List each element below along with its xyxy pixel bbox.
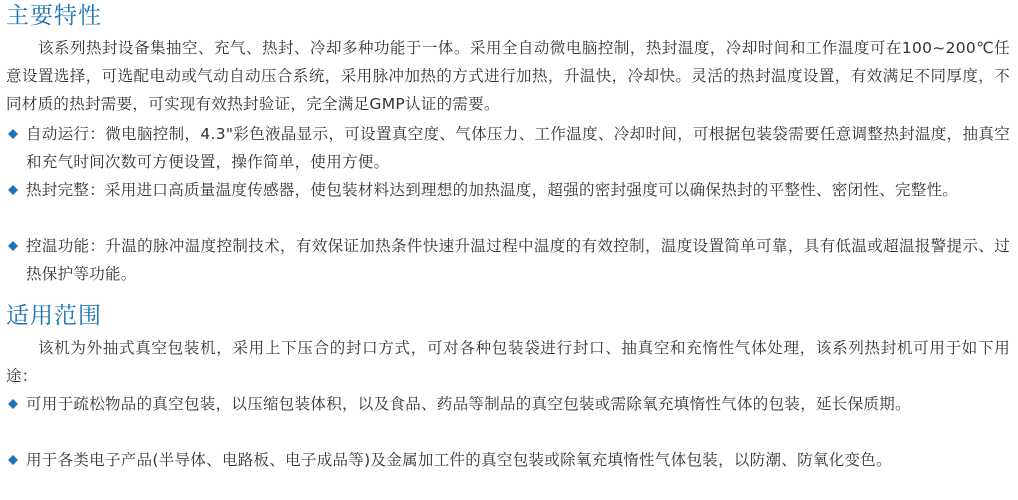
bullet-text: 热封完整：采用进口高质量温度传感器，使包装材料达到理想的加热温度，超强的密封强度可以确保热封的平整性、密闭性、完整性。 (26, 181, 959, 199)
diamond-bullet-icon (6, 232, 22, 260)
bullet-text: 控温功能：升温的脉冲温度控制技术，有效保证加热条件快速升温过程中温度的有效控制，温度设置简单可靠，具有低温或超温报警提示、过热保护等功能。 (26, 237, 1010, 283)
bullet-text: 可用于疏松物品的真空包装，以压缩包装体积，以及食品、药品等制品的真空包装或需除氧充填惰性气体的包装，延长保质期。 (26, 395, 911, 413)
bullet-text: 用于各类电子产品(半导体、电路板、电子成品等)及金属加工件的真空包装或除氧充填惰性气体包装，以防潮、防氧化变色。 (26, 451, 892, 469)
diamond-bullet-icon (6, 120, 22, 148)
section-title-applications: 适用范围 (6, 303, 102, 329)
main-features-bullet-1 (6, 120, 1010, 176)
bullet-text: 自动运行：微电脑控制，4.3"彩色液晶显示，可设置真空度、气体压力、工作温度、冷却时间，可根据包装袋需要任意调整热封温度，抽真空和充气时间次数可方便设置，操作简单，使用方便。 (26, 125, 1010, 171)
applications-bullet-1 (6, 390, 1010, 418)
main-features-bullet-2 (6, 176, 1010, 204)
main-features-intro: 该系列热封设备集抽空、充气、热封、冷却多种功能于一体。采用全自动微电脑控制，热封温度，冷却时间和工作温度可在100~200℃任意设置选择，可选配电动或气动自动压合系统，采用脉冲加热的方式进行加热，升温快，冷却快。灵活的热封温度设置，有效满足不同厚度，不同材质的热封需要，可实现有效热封验证，完全满足GMP认证的需要。 (6, 39, 1010, 113)
diamond-bullet-icon (6, 390, 22, 418)
diamond-bullet-icon (6, 176, 22, 204)
applications-intro: 该机为外抽式真空包装机，采用上下压合的封口方式，可对各种包装袋进行封口、抽真空和充惰性气体处理，该系列热封机可用于如下用途： (6, 339, 1010, 385)
applications-bullet-2 (6, 446, 1010, 474)
section-title-main-features: 主要特性 (6, 3, 102, 29)
diamond-bullet-icon (6, 446, 22, 474)
main-features-bullet-3 (6, 232, 1010, 288)
